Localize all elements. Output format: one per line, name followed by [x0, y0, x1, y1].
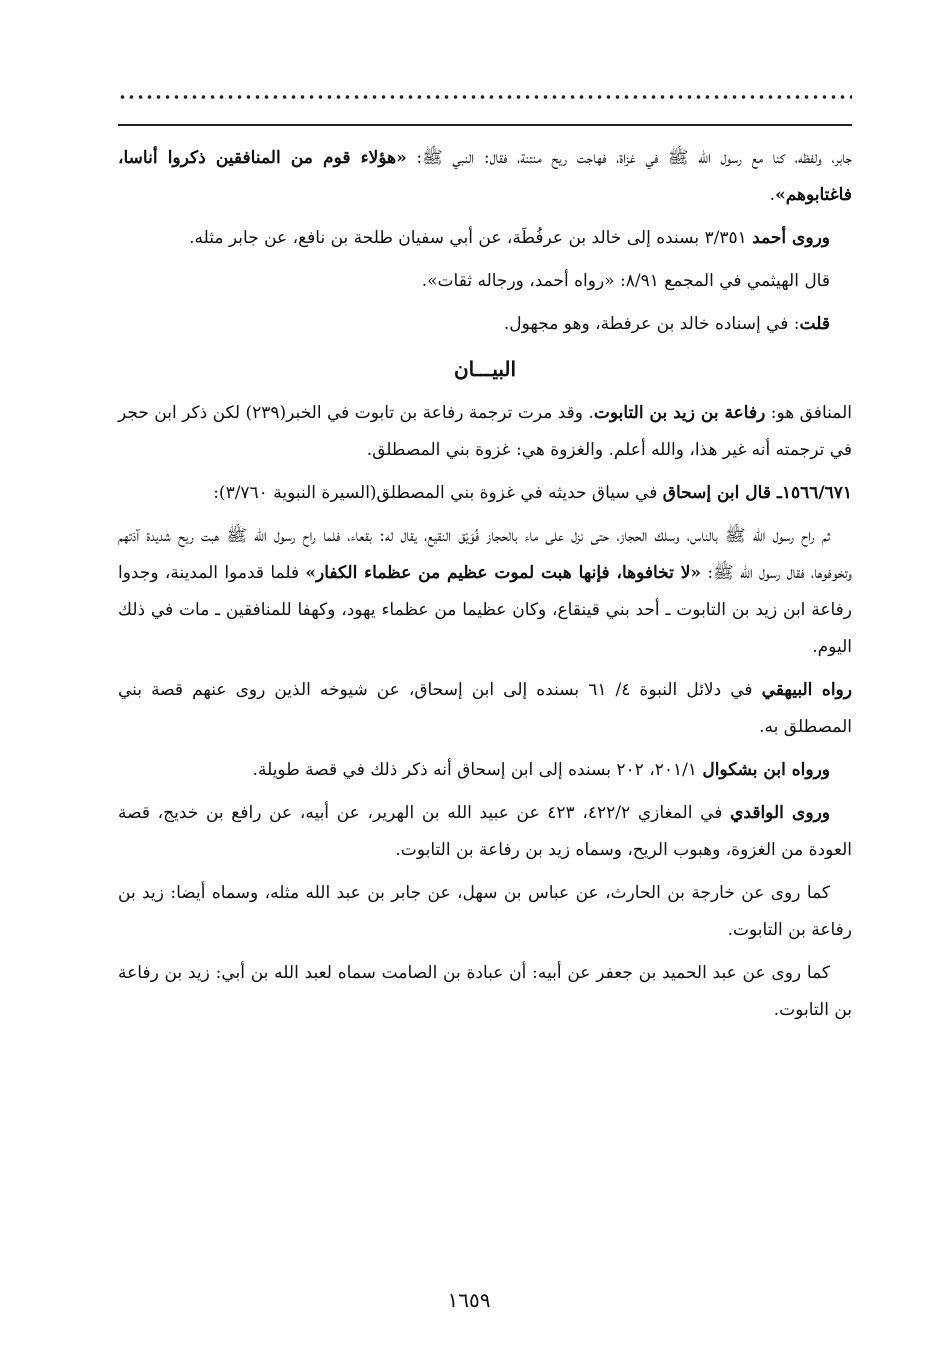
source-name: رواه البيهقي: [761, 680, 852, 700]
page-number: ١٦٥٩: [447, 1288, 491, 1312]
source-name: وروى أحمد: [752, 228, 830, 248]
paragraph-qultu: [118, 306, 852, 343]
text-span: في المغازي ٤٢٢/٢، ٤٢٣ عن عبيد الله بن الهرير، عن أبيه، عن رافع بن خديج، قصة العودة من الغزوة، وهبوب الريح، وسماه زيد بن رفاعة بن التابوت.: [118, 803, 852, 860]
text-span: كما روى عن عبد الحميد بن جعفر عن أبيه: أن عبادة بن الصامت سماه لعبد الله بن أبي: زيد بن رفاعة بن التابوت.: [118, 963, 852, 1020]
source-name: قلت: [799, 314, 830, 334]
text-span: ثم راح رسول الله ﷺ بالناس، وسلك الحجاز، حتى نزل على ماء بالحجاز فُوَيْق النقيع، يقال له: بقعاء، فلما راح رسول الله ﷺ هبت ريح شديدة آذتهم وتخوفوها، فقال رسول الله ﷺ:: [118, 526, 852, 583]
hadith-quote: «لا تخافوها، فإنها هبت لموت عظيم من عظماء الكفار»: [305, 563, 702, 583]
text-span: المنافق هو:: [765, 403, 852, 423]
section-title: البيـــان: [453, 357, 517, 381]
source-name: وروى الواقدي: [730, 803, 830, 823]
text-span: في دلائل النبوة ٤/ ٦١ بسنده إلى ابن إسحاق، عن شيوخه الذين روى عنهم قصة بني المصطلق به.: [118, 680, 852, 737]
text-span: فلما قدموا المدينة، وجدوا رفاعة ابن زيد بن التابوت ـ أحد بني قينقاع، وكان عظيما من عظماء يهود، وكهفا للمنافقين ـ مات في ذلك اليوم.: [118, 563, 852, 657]
paragraph-haythami: [118, 263, 852, 300]
text-span: .: [769, 185, 776, 205]
header-rule: [118, 124, 852, 126]
text-span: : في إسناده خالد بن عرفطة، وهو مجهول.: [503, 314, 800, 334]
text-span: جابر، ولفظه، كنا مع رسول الله ﷺ في غزاة، فهاجت ريح منتنة، فقال: النبي ﷺ:: [406, 148, 853, 168]
paragraph-munafiq: [118, 395, 852, 469]
person-name: رفاعة بن زيد بن التابوت: [593, 403, 766, 423]
hadith-quote: «هؤلاء قوم من المنافقين ذكروا أناسا، فاغتابوهم»: [118, 148, 852, 205]
paragraph-continuation: [118, 140, 852, 214]
paragraph-ahmad: [118, 220, 852, 257]
text-span: كما روى عن خارجة بن الحارث، عن عباس بن سهل، عن جابر بن عبد الله مثله، وسماه أيضا: زيد بن رفاعة بن التابوت.: [118, 883, 852, 940]
source-name: ورواه ابن بشكوال: [702, 760, 830, 780]
paragraph-bayhaqi: [118, 672, 852, 746]
dotted-separator: [118, 92, 852, 102]
entry-heading: ١٥٦٦/٦٧١ـ قال ابن إسحاق: [662, 483, 852, 503]
text-span: ٢٠١/١، ٢٠٢ بسنده إلى ابن إسحاق أنه ذكر ذلك في قصة طويلة.: [252, 760, 703, 780]
text-span: . وقد مرت ترجمة رفاعة بن تابوت في الخبر(٢٣٩) لكن ذكر ابن حجر في ترجمته أنه غير هذا، والله أعلم. والغزوة هي: غزوة بني المصطلق.: [118, 403, 852, 460]
text-span: قال الهيثمي في المجمع ٨/٩١: «رواه أحمد، ورجاله ثقات».: [421, 271, 830, 291]
main-text: [118, 140, 852, 1035]
text-span: في سياق حديثه في غزوة بني المصطلق(السيرة النبوية ٣/٧٦٠):: [213, 483, 663, 503]
paragraph-bashkuwal: [118, 752, 852, 789]
paragraph-ibn-ishaq: [118, 475, 852, 512]
paragraph-narrative: [118, 518, 852, 666]
paragraph-kharija: [118, 875, 852, 949]
paragraph-abd-al-hamid: [118, 955, 852, 1029]
paragraph-waqidi: [118, 795, 852, 869]
text-span: ٣/٣٥١ بسنده إلى خالد بن عرفُطَة، عن أبي سفيان طلحة بن نافع، عن جابر مثله.: [189, 228, 753, 248]
